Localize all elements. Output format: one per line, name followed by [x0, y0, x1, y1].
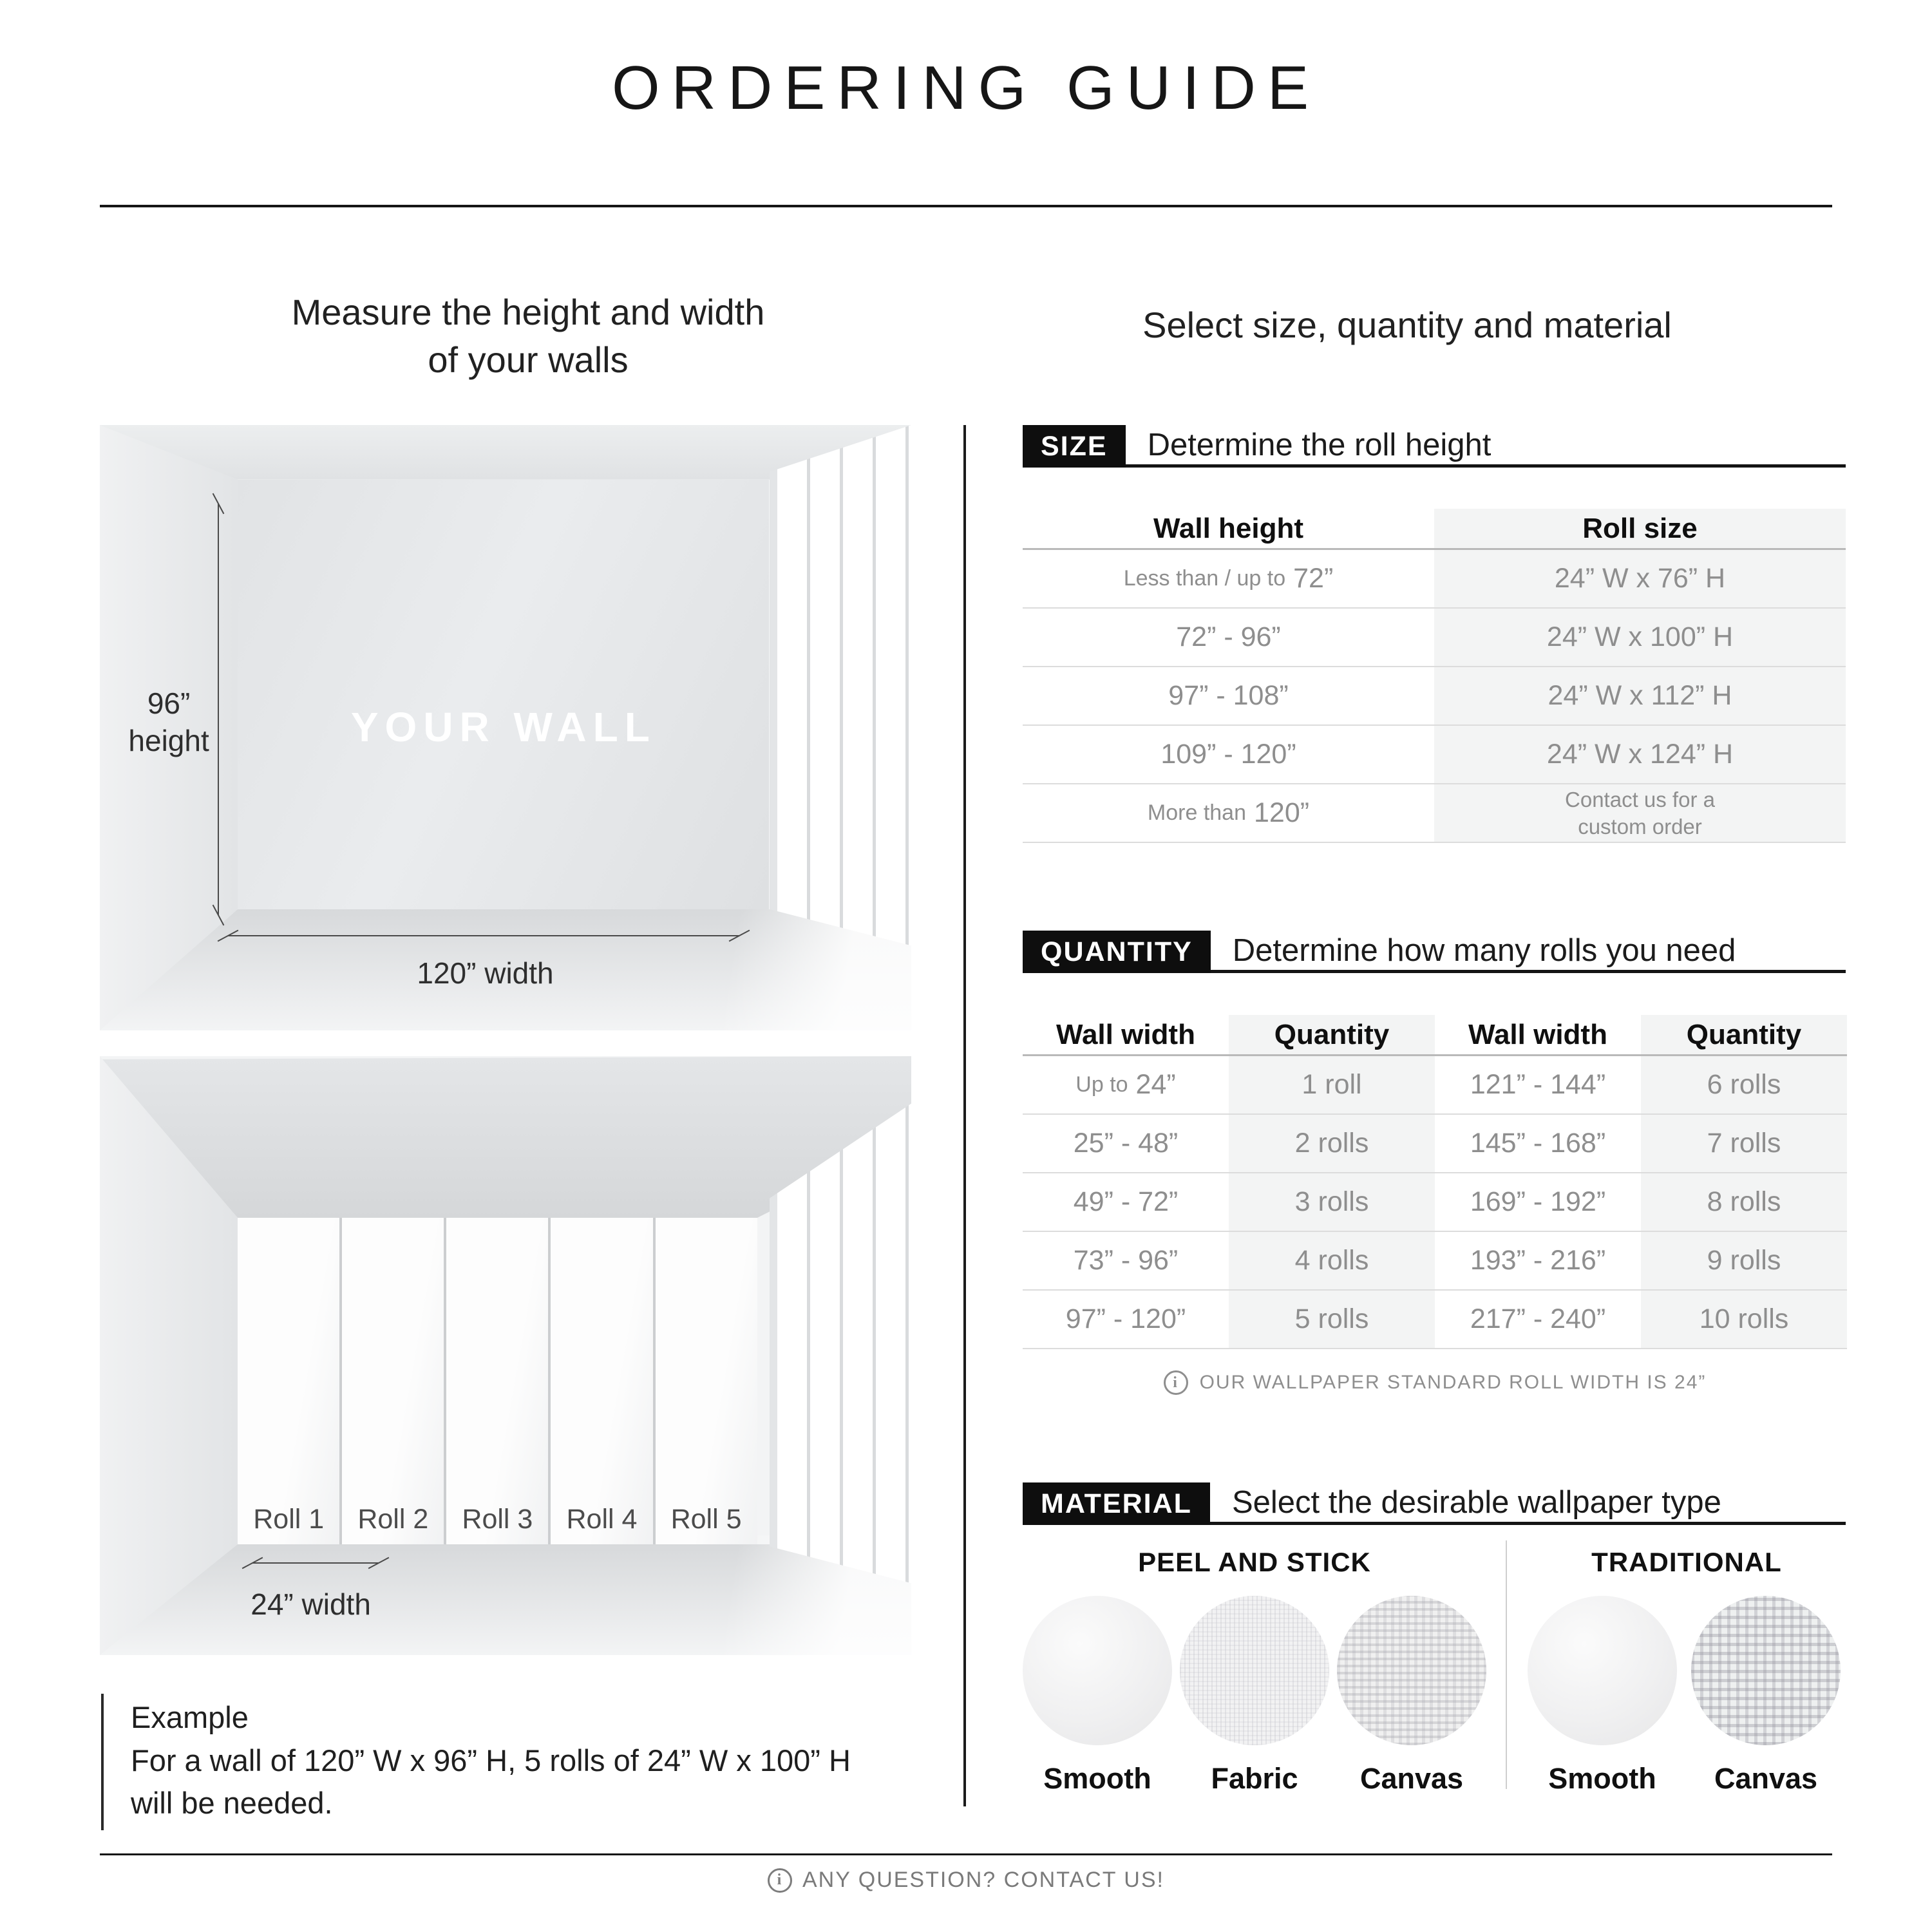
roll-size-cell: 24” W x 124” H — [1546, 739, 1734, 770]
traditional-swatches — [1528, 1596, 1841, 1795]
quantity-table-row — [1023, 1232, 1847, 1291]
footer-text: ANY QUESTION? CONTACT US! — [802, 1868, 1164, 1892]
swatch-label: Smooth — [1043, 1762, 1151, 1795]
wall-width-cell — [1023, 1056, 1229, 1113]
material-section-header — [1023, 1482, 1846, 1525]
canvas-texture-swatch — [1337, 1596, 1486, 1745]
wall-height-label — [108, 685, 230, 759]
quantity-cell: 9 rolls — [1707, 1245, 1781, 1276]
quantity-cell: 5 rolls — [1294, 1303, 1369, 1334]
material-swatch — [1691, 1596, 1841, 1795]
swatch-label: Canvas — [1714, 1762, 1818, 1795]
wall-height-cell: 97” - 108” — [1168, 680, 1289, 711]
size-table-row — [1023, 784, 1846, 843]
roll-panel — [446, 1218, 548, 1544]
quantity-table-row — [1023, 1115, 1847, 1173]
canvas-texture-swatch — [1691, 1596, 1841, 1745]
roll-panel — [238, 1218, 339, 1544]
left-heading-line2: of your walls — [428, 339, 629, 380]
window — [770, 425, 912, 945]
custom-order-line2: custom order — [1578, 814, 1702, 838]
page-title: ORDERING GUIDE — [611, 53, 1321, 122]
wall-width-label: 120” width — [417, 956, 554, 990]
roll-size-cell: 24” W x 76” H — [1554, 563, 1726, 594]
width-measure-line — [228, 935, 739, 936]
quantity-table-row — [1023, 1291, 1847, 1349]
roll-panel — [342, 1218, 444, 1544]
left-heading-line1: Measure the height and width — [291, 292, 765, 332]
roll-width-note — [1023, 1370, 1847, 1395]
smooth-texture-swatch — [1023, 1596, 1172, 1745]
wall-width-cell: 169” - 192” — [1470, 1186, 1606, 1217]
footer-divider — [100, 1853, 1832, 1855]
material-group-divider — [1506, 1540, 1507, 1789]
material-group-title-traditional: TRADITIONAL — [1591, 1547, 1782, 1577]
column-divider — [963, 425, 966, 1806]
example-line1: For a wall of 120” W x 96” H, 5 rolls of 24” W x 100” H — [131, 1743, 851, 1777]
quantity-cell: 6 rolls — [1707, 1069, 1781, 1100]
wall-width-cell: 25” - 48” — [1073, 1128, 1179, 1159]
fabric-texture-swatch — [1180, 1596, 1329, 1745]
wall-height-prefix: More than — [1147, 800, 1246, 825]
footer — [0, 1868, 1932, 1893]
quantity-column-header: Quantity — [1686, 1018, 1802, 1050]
roll-size-cell — [1434, 784, 1846, 842]
quantity-badge: QUANTITY — [1023, 931, 1211, 973]
wall-width-cell: 49” - 72” — [1073, 1186, 1179, 1217]
quantity-cell: 2 rolls — [1294, 1128, 1369, 1159]
wall-height-column-header: Wall height — [1153, 512, 1304, 544]
roll-size-column-header: Roll size — [1582, 512, 1698, 544]
wall-height-value: 96” — [147, 687, 191, 721]
roll-label: Roll 3 — [462, 1503, 533, 1535]
material-swatch — [1180, 1596, 1329, 1795]
title-divider — [100, 205, 1832, 207]
wall-height-cell: 72” - 96” — [1176, 621, 1281, 652]
roll-label: Roll 2 — [357, 1503, 429, 1535]
swatch-label: Fabric — [1211, 1762, 1298, 1795]
quantity-cell: 10 rolls — [1699, 1303, 1789, 1334]
quantity-section-header — [1023, 931, 1846, 973]
note-text: OUR WALLPAPER STANDARD ROLL WIDTH IS 24” — [1199, 1372, 1707, 1393]
roll-panel — [551, 1218, 652, 1544]
wall-width-cell: 193” - 216” — [1470, 1245, 1606, 1276]
right-column-heading: Select size, quantity and material — [1142, 305, 1672, 345]
wall-height-word: height — [128, 723, 209, 757]
quantity-table-row — [1023, 1173, 1847, 1232]
size-section-header — [1023, 425, 1846, 468]
peel-and-stick-swatches — [1023, 1596, 1486, 1795]
room-back-wall — [238, 480, 769, 909]
roll-size-cell: 24” W x 100” H — [1546, 621, 1734, 652]
size-table-row — [1023, 550, 1846, 609]
wall-height-prefix: Less than / up to — [1123, 566, 1286, 591]
roll-size-cell: 24” W x 112” H — [1548, 680, 1732, 711]
swatch-label: Smooth — [1548, 1762, 1656, 1795]
roll-label: Roll 1 — [253, 1503, 325, 1535]
size-badge: SIZE — [1023, 425, 1126, 468]
wall-width-prefix: Up to — [1075, 1072, 1128, 1097]
wall-width-cell: 97” - 120” — [1065, 1303, 1186, 1334]
quantity-cell: 3 rolls — [1294, 1186, 1369, 1217]
quantity-cell: 7 rolls — [1707, 1128, 1781, 1159]
quantity-cell: 1 roll — [1302, 1069, 1362, 1100]
material-swatch — [1337, 1596, 1486, 1795]
size-table-row — [1023, 667, 1846, 726]
info-icon: i — [1164, 1370, 1188, 1395]
wall-height-value: 120” — [1254, 797, 1310, 828]
material-badge: MATERIAL — [1023, 1482, 1210, 1525]
quantity-table-row — [1023, 1056, 1847, 1115]
quantity-cell: 8 rolls — [1707, 1186, 1781, 1217]
roll-width-label: 24” width — [251, 1587, 371, 1622]
wallpaper-roll-panels — [238, 1218, 757, 1544]
quantity-table-header — [1023, 1015, 1847, 1056]
size-table — [1023, 509, 1846, 843]
roll-panel — [656, 1218, 757, 1544]
quantity-cell: 4 rolls — [1294, 1245, 1369, 1276]
example-line2: will be needed. — [131, 1786, 333, 1821]
your-wall-label: YOUR WALL — [350, 704, 656, 751]
roll-label: Roll 5 — [670, 1503, 742, 1535]
material-swatch — [1023, 1596, 1172, 1795]
size-table-header — [1023, 509, 1846, 550]
roll-label: Roll 4 — [566, 1503, 638, 1535]
material-group-title-peel-and-stick: PEEL AND STICK — [1138, 1547, 1371, 1577]
material-swatch — [1528, 1596, 1677, 1795]
wall-width-cell: 145” - 168” — [1470, 1128, 1606, 1159]
wall-width-cell: 121” - 144” — [1470, 1069, 1606, 1100]
example-title: Example — [131, 1700, 249, 1734]
wall-height-cell — [1023, 784, 1434, 842]
info-icon: i — [768, 1868, 792, 1893]
size-subtitle: Determine the roll height — [1147, 427, 1492, 462]
room-illustration-measure — [100, 425, 911, 1030]
wall-height-cell — [1023, 550, 1434, 607]
size-table-row — [1023, 609, 1846, 667]
quantity-subtitle: Determine how many rolls you need — [1232, 933, 1736, 968]
roll-width-measure-line — [252, 1562, 379, 1564]
wall-width-column-header: Wall width — [1468, 1018, 1607, 1050]
custom-order-line1: Contact us for a — [1565, 788, 1715, 812]
example-note — [101, 1694, 900, 1830]
left-column-heading — [148, 289, 908, 384]
room-illustration-rolls — [100, 1056, 911, 1655]
smooth-texture-swatch — [1528, 1596, 1677, 1745]
size-table-row — [1023, 726, 1846, 784]
wall-width-value: 24” — [1135, 1069, 1176, 1100]
wall-height-value: 72” — [1293, 563, 1334, 594]
quantity-table — [1023, 1015, 1847, 1349]
wall-width-cell: 217” - 240” — [1470, 1303, 1606, 1334]
wall-width-cell: 73” - 96” — [1073, 1245, 1179, 1276]
material-subtitle: Select the desirable wallpaper type — [1231, 1484, 1721, 1520]
swatch-label: Canvas — [1359, 1762, 1464, 1795]
wall-height-cell: 109” - 120” — [1160, 739, 1296, 770]
wall-width-column-header: Wall width — [1056, 1018, 1195, 1050]
quantity-column-header: Quantity — [1274, 1018, 1390, 1050]
